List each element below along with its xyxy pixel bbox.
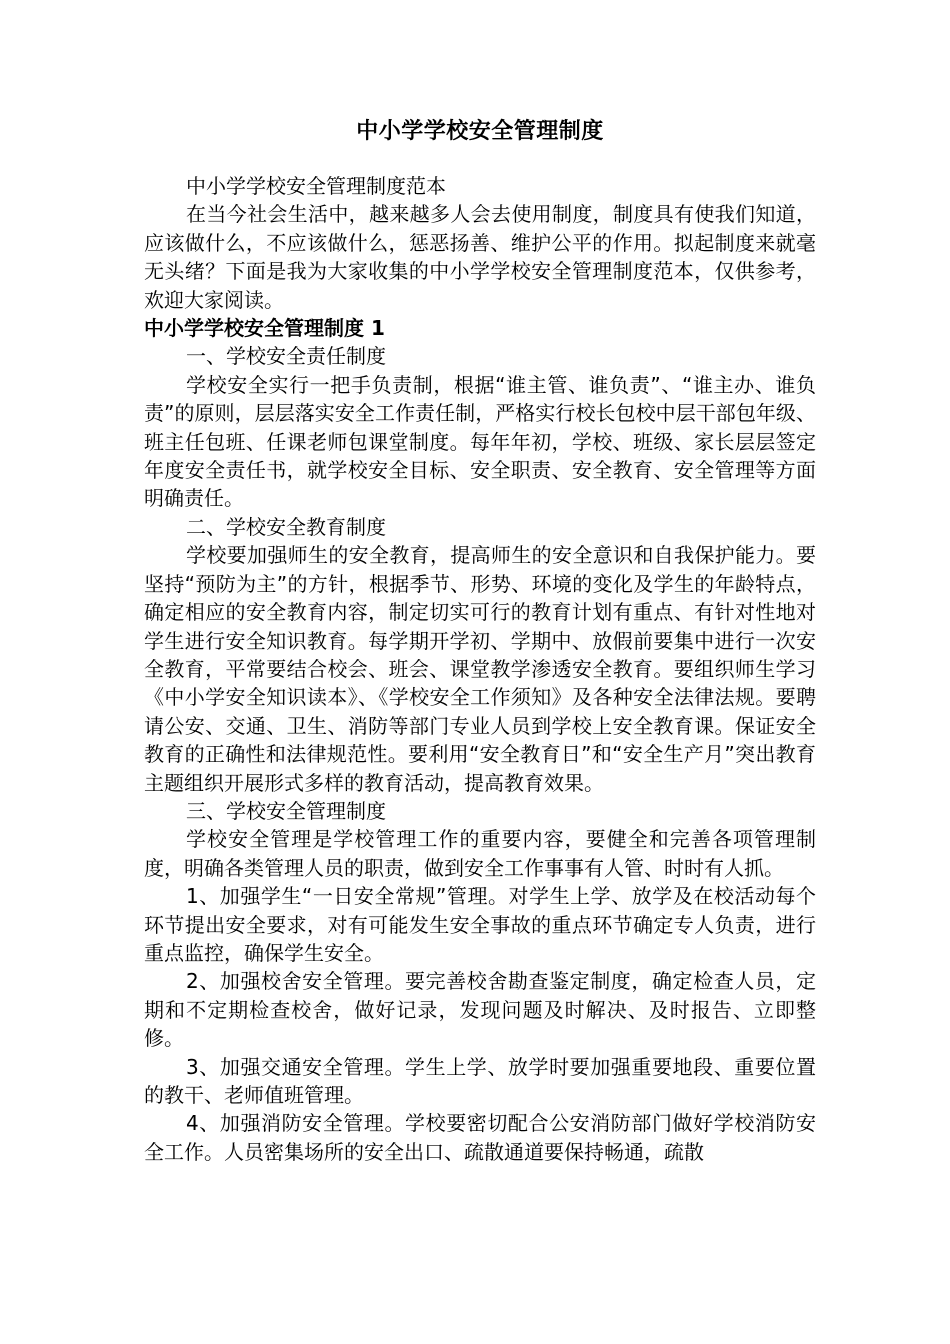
intro-paragraph: 在当今社会生活中，越来越多人会去使用制度，制度具有使我们知道，应该做什么，不应该做什么，惩恶扬善、维护公平的作用。拟起制度来就毫无头绪？下面是我为大家收集的中小学学校安全管理制度范本，仅供参考，欢迎大家阅读。 (144, 202, 816, 312)
subheading-education: 二、学校安全教育制度 (186, 514, 386, 539)
subheading-responsibility: 一、学校安全责任制度 (186, 344, 386, 369)
paragraph-management: 学校安全管理是学校管理工作的重要内容，要健全和完善各项管理制度，明确各类管理人员的职责，做到安全工作事事有人管、时时有人抓。 (144, 827, 816, 880)
item-fire-safety: 4、加强消防安全管理。学校要密切配合公安消防部门做好学校消防安全工作。人员密集场所的安全出口、疏散通道要保持畅通，疏散 (144, 1111, 816, 1164)
paragraph-education: 学校要加强师生的安全教育，提高师生的安全意识和自我保护能力。要坚持“预防为主”的方针，根据季节、形势、环境的变化及学生的年龄特点，确定相应的安全教育内容，制定切实可行的教育计划有重点、有针对性地对学生进行安全知识教育。每学期开学初、学期中、放假前要集中进行一次安全教育，平常要结合校会、班会、课堂教学渗透安全教育。要组织师生学习《中小学安全知识读本》、《学校安全工作须知》及各种安全法律法规。要聘请公安、交通、卫生、消防等部门专业人员到学校上安全教育课。保证安全教育的正确性和法律规范性。要利用“安全教育日”和“安全生产月”突出教育主题组织开展形式多样的教育活动，提高教育效果。 (144, 543, 816, 795)
item-building-safety: 2、加强校舍安全管理。要完善校舍勘查鉴定制度，确定检查人员，定期和不定期检查校舍，做好记录，发现问题及时解决、及时报告、立即整修。 (144, 969, 816, 1051)
document-title: 中小学学校安全管理制度 (356, 119, 604, 144)
section-heading: 中小学学校安全管理制度 1 (144, 316, 385, 341)
item-daily-safety: 1、加强学生“一日安全常规”管理。对学生上学、放学及在校活动每个环节提出安全要求，对有可能发生安全事故的重点环节确定专人负责，进行重点监控，确保学生安全。 (144, 884, 816, 965)
paragraph-responsibility: 学校安全实行一把手负责制，根据“谁主管、谁负责”、“谁主办、谁负责”的原则，层层落实安全工作责任制，严格实行校长包校中层干部包年级、班主任包班、任课老师包课堂制度。每年年初，学校、班级、家长层层签定年度安全责任书，就学校安全目标、安全职责、安全教育、安全管理等方面明确责任。 (144, 372, 816, 511)
subheading-management: 三、学校安全管理制度 (186, 798, 386, 823)
item-traffic-safety: 3、加强交通安全管理。学生上学、放学时要加强重要地段、重要位置的教干、老师值班管理。 (144, 1054, 816, 1107)
subtitle-paragraph: 中小学学校安全管理制度范本 (186, 174, 446, 198)
document-page (144, 112, 816, 1166)
